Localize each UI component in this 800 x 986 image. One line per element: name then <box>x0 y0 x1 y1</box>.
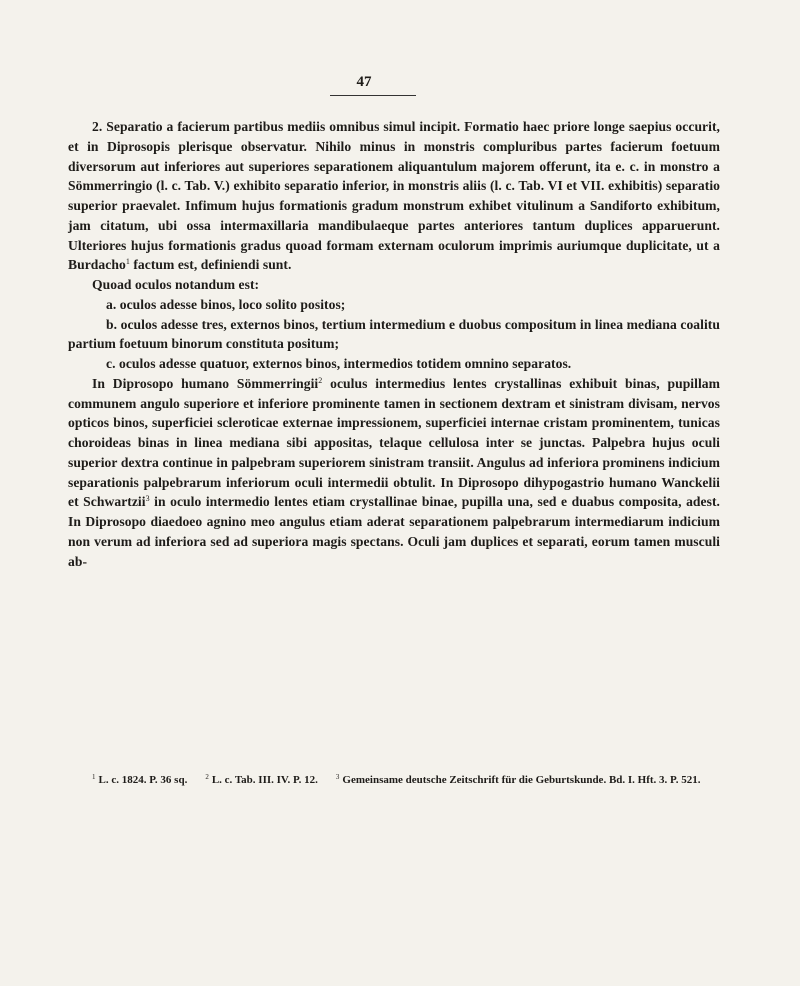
footnotes <box>68 772 720 788</box>
footnote-ref-1[interactable]: 1 <box>125 257 130 267</box>
footnote-1: $^1$ L. c. 1824. P. 36 sq. <box>92 773 188 786</box>
list-item-c: c. oculos adesse quatuor, externos binos, intermedios totidem omnino separatos. <box>106 356 572 371</box>
footnote-2: $^2$ L. c. Tab. III. IV. P. 12. <box>205 773 318 786</box>
footnote-3: $^3$ Gemeinsame deutsche Zeitschrift für die Geburtskunde. Bd. I. Hft. 3. P. 521. <box>335 773 701 786</box>
header-rule <box>330 95 416 96</box>
footnote-ref-3[interactable]: 3 <box>145 494 150 504</box>
paragraph-quoad-oculos: Quoad oculos notandum est: <box>92 277 260 292</box>
body-text <box>68 117 720 571</box>
footnote-ref-2[interactable]: 2 <box>318 375 323 385</box>
list-item-b: b. oculos adesse tres, externos binos, tertium intermedium e duobus compositum in linea mediana coalitu partium foetuum binorum constituta positum; <box>68 316 720 352</box>
page-number: 47 <box>356 74 372 90</box>
list-item-a: a. oculos adesse binos, loco solito positos; <box>106 296 346 312</box>
paragraph-formatio: 2. Separatio a facierum partibus mediis omnibus simul incipit. Formatio haec priore longe saepius occurit, et in Diprosopis plerisque observatur. Nihilo minus in monstris compluribus partes facierum foetuum diversorum aut inferiores aut superiores separationem aliquantulum majorem offerunt, ita e. c. in monstro a Sömmerringio (l. c. Tab. V.) exhibito separatio inferior, in monstris aliis (l. c. Tab. VI et VII. exhibitis) separatio superior praevalet. Infimum hujus formationis gradum monstrum exhibet vitulinum a Sandiforto exhibitum, jam citatum, ubi ossa intermaxillaria mandibulaeque partes anteriores tantum duplices apparuerunt. Ulteriores hujus formationis gradus quoad formam externam oculorum imprimis auriumque duplicitate, ut a Burdacho$^1$ factum est, definiendi sunt. <box>68 119 720 273</box>
paragraph-diprosopo: In Diprosopo humano Sömmerringii$^2$ oculus intermedius lentes crystallinas exhibuit binas, pupillam communem angulo superiore et inferiore prominente tamen in sectionem dextram et sinistram divisam, nervos opticos binos, superficiei scleroticae externae impressionem, superficiei internae cristam prominentem, tunicas choroideas binas in linea mediana sibi appositas, telaque cellulosa inter se junctas. Palpebra hujus oculi superior dextra continue in palpebram superiorem sinistram transiit. Angulus ad inferiora prominens indicium separationis palpebrarum inferiorum oculi intermedii obtulit. In Diprosopo dihypogastrio humano Wanckelii et Schwartzii$^3$ in oculo intermedio lentes etiam crystallinae binae, pupilla una, sed e duabus composita, adest. In Diprosopo diaedoeo agnino meo angulus etiam aderat separationem palpebrarum intermediarum indicium non verum ad inferiora sed ad superiora magis spectans. Oculi jam duplices et separati, eorum tamen musculi ab- <box>68 375 721 569</box>
footnote-line <box>68 772 720 788</box>
